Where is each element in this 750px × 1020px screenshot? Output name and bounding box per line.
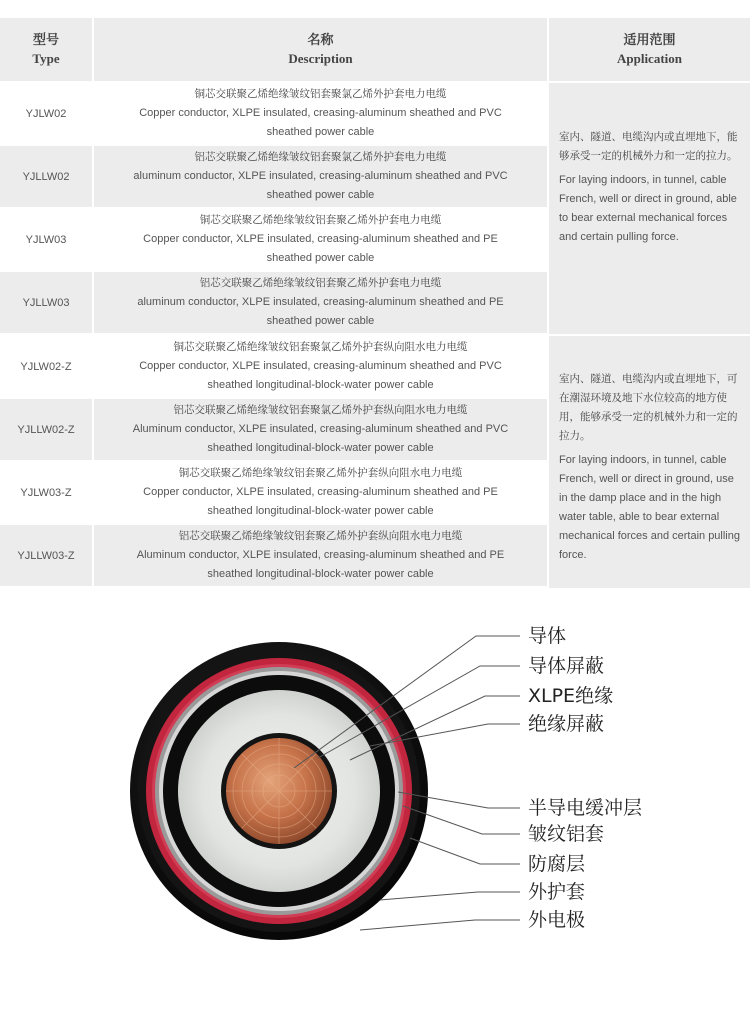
- label-outer-sheath: 外护套: [528, 881, 586, 903]
- application-cell: 室内、隧道、电缆沟内或直埋地下，能够承受一定的机械外力和一定的拉力。 For laying indoors, in tunnel, cable French, well or direct in ground, able to bear external mechanical forces and certain pulling force.: [549, 83, 750, 334]
- table-row: [0, 336, 547, 397]
- table-row: [0, 525, 547, 586]
- header-type: 型号 Type: [0, 18, 92, 81]
- description-cell: 铜芯交联聚乙烯绝缘皱纹铝套聚乙烯外护套电力电缆 Copper conductor, XLPE insulated, creasing-aluminum sheathed and PE sheathed power cable: [143, 214, 498, 264]
- description-cell: 铝芯交联聚乙烯绝缘皱纹铝套聚乙烯外护套纵向阻水电力电缆 Aluminum conductor, XLPE insulated, creasing-aluminum sheathed and PE sheathed longitudinal-block-water power cable: [94, 525, 547, 586]
- label-conductor: 导体: [528, 625, 567, 647]
- application-cell: 室内、隧道、电缆沟内或直埋地下，可在潮湿环境及地下水位较高的地方使用，能够承受一定的机械外力和一定的拉力。 For laying indoors, in tunnel, cable French, well or direct in ground, use in the damp place and in the high water table, able to bear external mechanical forces and certain pulling force.: [549, 336, 750, 588]
- type-cell: YJLLW02: [0, 146, 92, 207]
- table-row: [0, 462, 547, 523]
- header-application: 适用范围 Application: [549, 18, 750, 81]
- cable-cross-section-figure: [20, 610, 730, 995]
- label-xlpe-insulation: XLPE绝缘: [528, 685, 614, 707]
- description-cell: 铝芯交联聚乙烯绝缘皱纹铝套聚乙烯外护套电力电缆 aluminum conductor, XLPE insulated, creasing-aluminum sheathed and PE sheathed power cable: [94, 272, 547, 333]
- description-cell: 铜芯交联聚乙烯绝缘皱纹铝套聚氯乙烯外护套纵向阻水电力电缆 Copper conductor, XLPE insulated, creasing-aluminum sheathed and PVC sheathed longitudinal-block-water power cable: [139, 341, 502, 391]
- table-row: [0, 272, 547, 333]
- label-corrugated-aluminum-sheath: 皱纹铝套: [528, 823, 605, 845]
- description-cell: 铝芯交联聚乙烯绝缘皱纹铝套聚氯乙烯外护套电力电缆 aluminum conductor, XLPE insulated, creasing-aluminum sheathed and PVC sheathed power cable: [94, 146, 547, 207]
- type-cell: YJLW02-Z: [20, 360, 72, 373]
- table-row: [0, 146, 547, 207]
- type-cell: YJLLW03: [0, 272, 92, 333]
- table-row: [0, 83, 547, 144]
- type-cell: YJLLW03-Z: [0, 525, 92, 586]
- label-conductor-screen: 导体屏蔽: [528, 655, 605, 677]
- header-description: 名称 Description: [94, 18, 547, 81]
- label-anticorrosion-layer: 防腐层: [528, 853, 586, 875]
- description-cell: 铜芯交联聚乙烯绝缘皱纹铝套聚氯乙烯外护套电力电缆 Copper conductor, XLPE insulated, creasing-aluminum sheathed and PVC sheathed power cable: [139, 88, 502, 138]
- type-cell: YJLW02: [25, 107, 67, 120]
- label-insulation-screen: 绝缘屏蔽: [528, 713, 605, 735]
- label-outer-electrode: 外电极: [528, 909, 586, 931]
- type-cell: YJLLW02-Z: [0, 399, 92, 460]
- type-cell: YJLW03-Z: [20, 486, 72, 499]
- description-cell: 铜芯交联聚乙烯绝缘皱纹铝套聚乙烯外护套纵向阻水电力电缆 Copper conductor, XLPE insulated, creasing-aluminum sheathed and PE sheathed longitudinal-block-water power cable: [143, 467, 498, 517]
- table-row: [0, 399, 547, 460]
- type-cell: YJLW03: [25, 233, 67, 246]
- table-row: [0, 209, 547, 270]
- label-semiconductive-buffer: 半导电缓冲层: [528, 797, 643, 819]
- description-cell: 铝芯交联聚乙烯绝缘皱纹铝套聚氯乙烯外护套纵向阻水电力电缆 Aluminum conductor, XLPE insulated, creasing-aluminum sheathed and PVC sheathed longitudinal-block-water power cable: [94, 399, 547, 460]
